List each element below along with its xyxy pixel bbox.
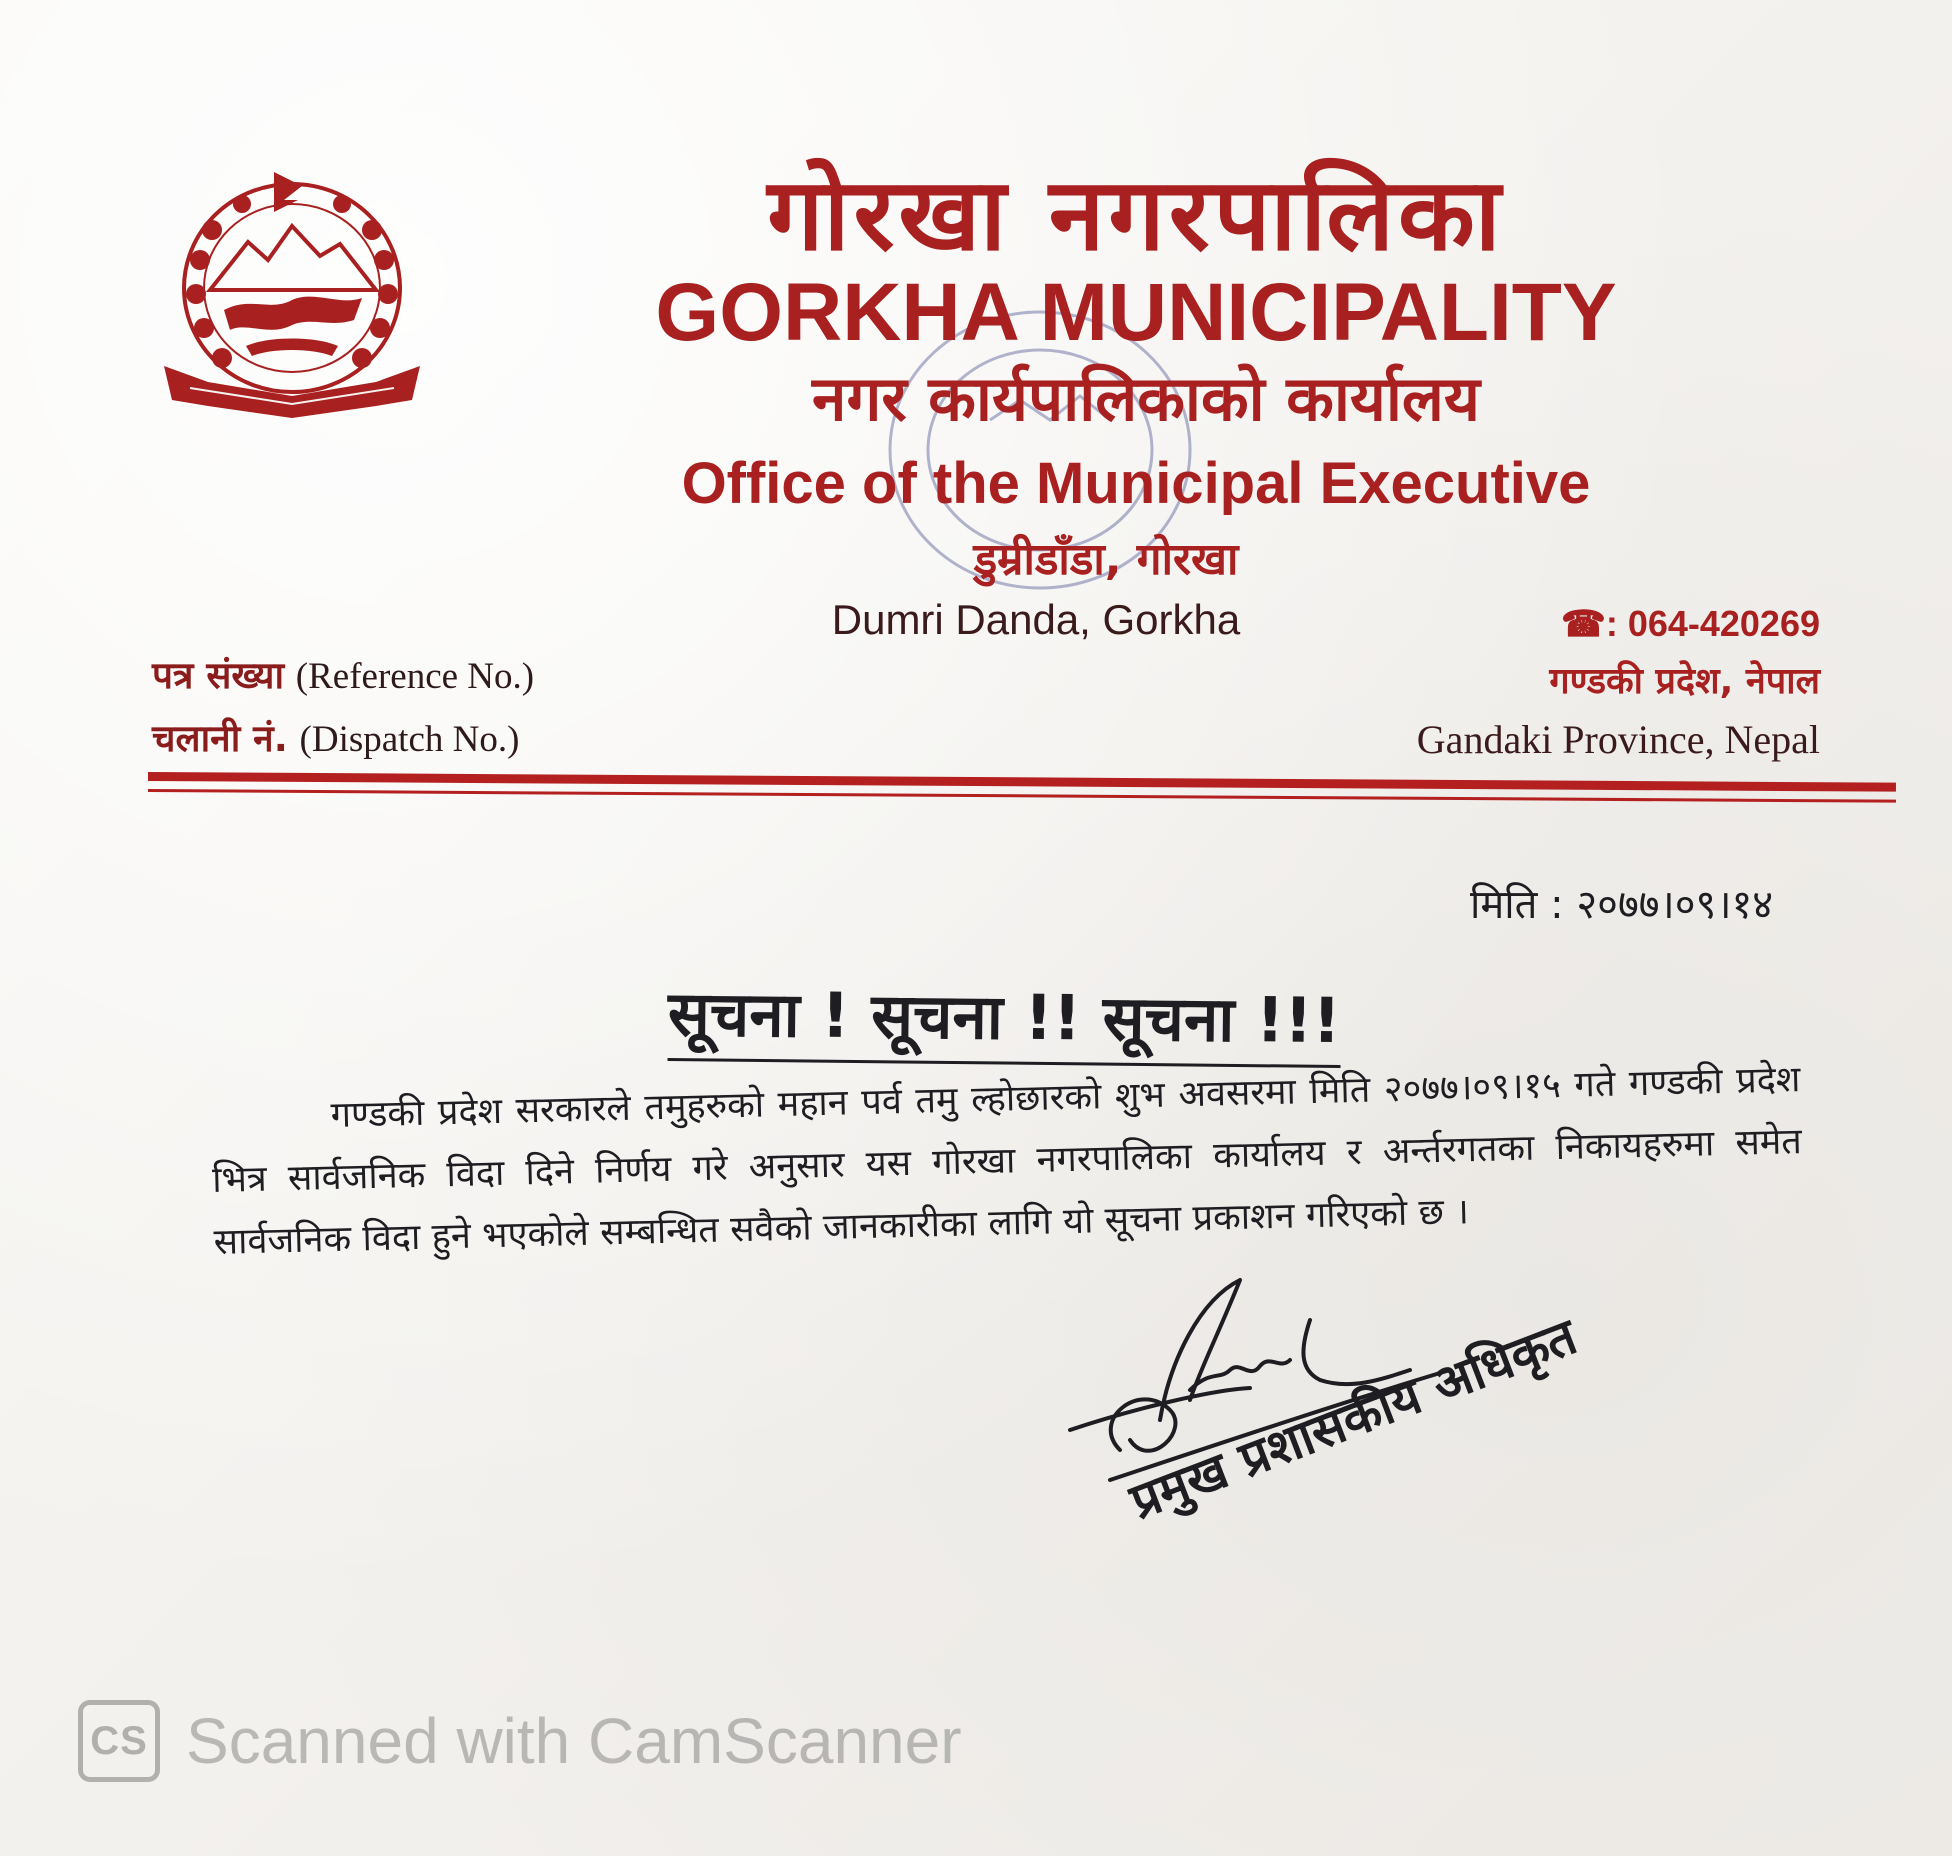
province-english: Gandaki Province, Nepal — [1416, 717, 1820, 762]
reference-block — [152, 645, 534, 771]
phone-icon: ☎ — [1560, 603, 1606, 644]
camscanner-watermark — [78, 1700, 962, 1782]
dispatch-label-english: (Dispatch No.) — [299, 719, 520, 760]
reference-number-line — [152, 645, 534, 708]
date-label: मिति : — [1470, 882, 1577, 928]
office-name-english: Office of the Municipal Executive — [681, 451, 1591, 516]
dispatch-label-nepali: चलानी नं. — [152, 717, 288, 760]
signatory-title: प्रमुख प्रशासकीय अधिकृत — [1122, 1307, 1585, 1531]
reference-label-nepali: पत्र संख्या — [152, 654, 285, 697]
address-nepali: डुम्रीडाँडा, गोरखा — [973, 534, 1239, 585]
camscanner-logo-icon: CS — [78, 1700, 160, 1782]
address-english: Dumri Danda, Gorkha — [831, 596, 1241, 643]
phone-number-text: : 064-420269 — [1605, 603, 1820, 644]
municipality-name-nepali: गोरखा नगरपालिका — [767, 156, 1505, 273]
phone-number — [1417, 595, 1820, 653]
office-name-nepali: नगर कार्यपालिकाको कार्यालय — [812, 362, 1480, 435]
reference-label-english: (Reference No.) — [295, 656, 535, 697]
letterhead-divider — [148, 772, 1896, 792]
contact-block — [1417, 595, 1820, 769]
notice-date — [1470, 875, 1773, 930]
dispatch-number-line — [152, 708, 534, 771]
municipality-name-english: GORKHA MUNICIPALITY — [655, 267, 1617, 358]
camscanner-text: Scanned with CamScanner — [186, 1705, 962, 1777]
province-nepali: गण्डकी प्रदेश, नेपाल — [1549, 661, 1820, 702]
date-value: २०७७।०९।१४ — [1576, 882, 1774, 928]
notice-heading: सूचना ! सूचना !! सूचना !!! — [668, 970, 1342, 1068]
letterhead-divider-thin — [148, 789, 1896, 803]
notice-body-text: गण्डकी प्रदेश सरकारले तमुहरुको महान पर्व तमु ल्होछारको शुभ अवसरमा मिति २०७७।०९।१५ गते गण्डकी प्रदेश भित्र सार्वजनिक विदा दिने निर्णय गरे अनुसार यस गोरखा नगरपालिका कार्यालय र अर्न्तरगतका निकायहरुमा समेत सार्वजनिक विदा हुने भएकोले सम्बन्धित सवैको जानकारीका लागि यो सूचना प्रकाशन गरिएको छ । — [211, 1059, 1803, 1263]
